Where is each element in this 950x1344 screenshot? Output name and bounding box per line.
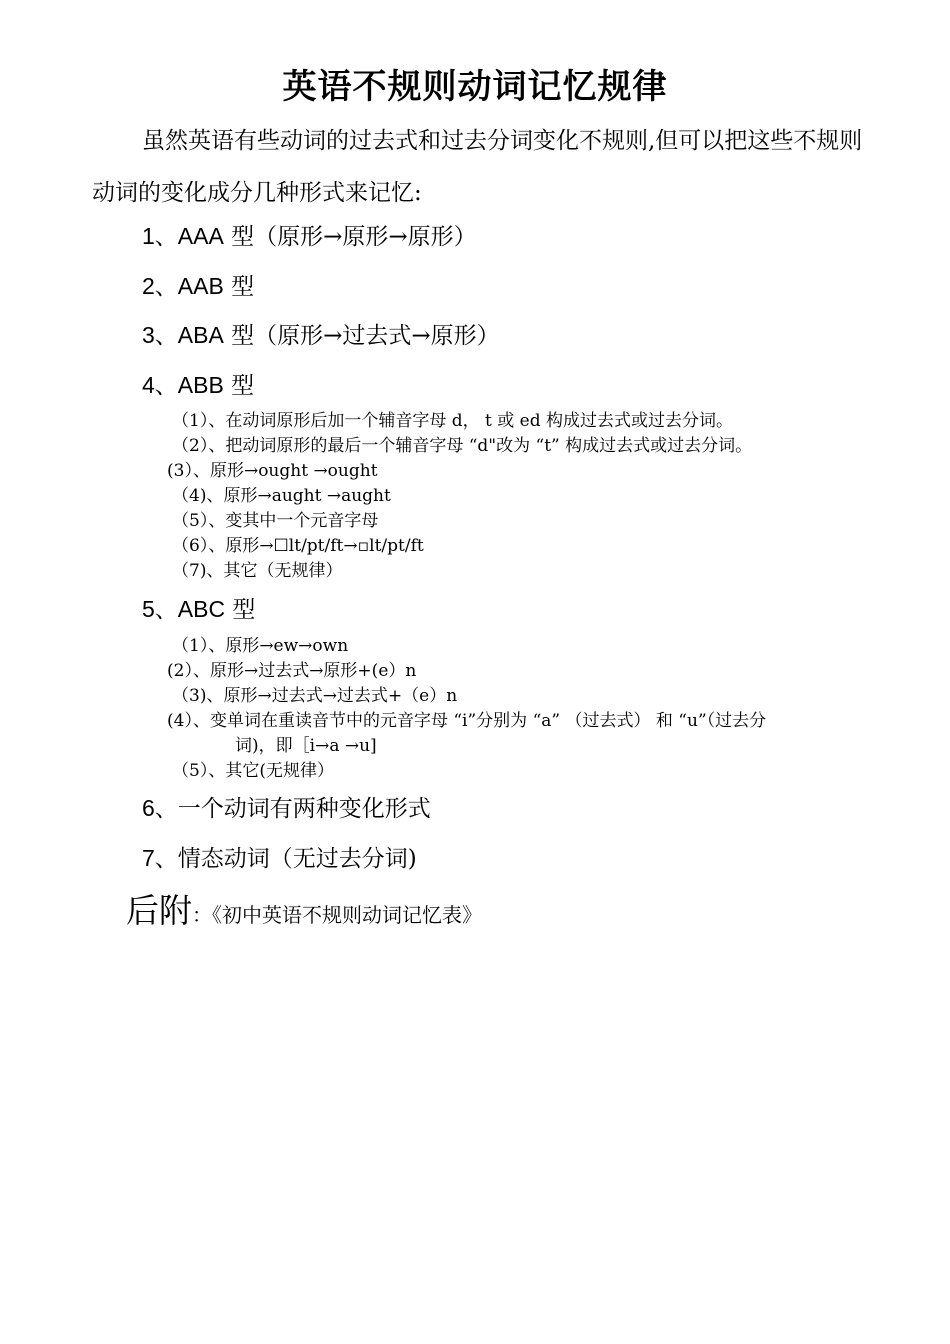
sub-item: （1）、在动词原形后加一个辅音字母 d， t 或 ed 构成过去式或过去分词。	[172, 411, 733, 431]
sub-item: （1）、原形→ew→own	[172, 636, 349, 656]
intro-paragraph: 虽然英语有些动词的过去式和过去分词变化不规则,但可以把这些不规则动词的变化成分几种形式来记忆:	[92, 128, 863, 206]
appendix-line	[126, 886, 482, 936]
item-text: 型（原形→过去式→原形）	[223, 323, 500, 349]
sub-item: （7)、其它（无规律）	[172, 561, 343, 581]
item-number: 3、ABA	[142, 322, 224, 348]
appendix-reference: 《初中英语不规则动词记忆表》	[212, 903, 482, 927]
sub-item-continuation: 词)，即［i→a →u]	[235, 736, 377, 756]
list-item-aba	[142, 318, 500, 353]
sub-item: （3)、原形→过去式→过去式+（e）n	[172, 686, 458, 706]
appendix-colon: ：	[192, 903, 212, 927]
sub-item: （5）、变其中一个元音字母	[172, 511, 379, 531]
sub-item: （6）、原形→☐lt/pt/ft→▫lt/pt/ft	[172, 536, 424, 556]
sub-item: （4)、原形→aught →aught	[172, 486, 391, 506]
item-number: 5、ABC	[142, 596, 226, 622]
list-item-aaa	[142, 219, 477, 254]
sub-item: （5）、其它(无规律）	[172, 761, 334, 781]
item-number: 1、AAA	[142, 223, 224, 249]
list-item-abb	[142, 368, 254, 403]
item-number: 2、AAB	[142, 273, 224, 299]
item-text: 一个动词有两种变化形式	[177, 796, 431, 822]
list-item-two-forms	[142, 791, 431, 826]
sub-item: (2）、原形→过去式→原形+(e）n	[167, 661, 417, 681]
document-title: 英语不规则动词记忆规律	[282, 67, 668, 107]
sub-item: (3）、原形→ought →ought	[167, 461, 378, 481]
item-text: 型	[223, 274, 255, 300]
item-text: 型	[223, 373, 255, 399]
item-number: 4、ABB	[142, 372, 224, 398]
sub-item: （2）、把动词原形的最后一个辅音字母 “d"改为 “t” 构成过去式或过去分词。	[172, 436, 753, 456]
appendix-label: 后附	[126, 891, 192, 930]
item-number: 6、	[142, 795, 178, 821]
sub-item: (4）、变单词在重读音节中的元音字母 “i”分别为 “a” （过去式） 和 “u”（过去分	[167, 711, 767, 731]
list-item-abc	[142, 592, 255, 627]
item-text: 情态动词（无过去分词)	[177, 846, 417, 872]
list-item-aab	[142, 269, 254, 304]
item-number: 7、	[142, 845, 178, 871]
list-item-modal-verbs	[142, 841, 417, 876]
item-text: 型（原形→原形→原形）	[223, 224, 477, 250]
item-text: 型	[225, 597, 256, 623]
